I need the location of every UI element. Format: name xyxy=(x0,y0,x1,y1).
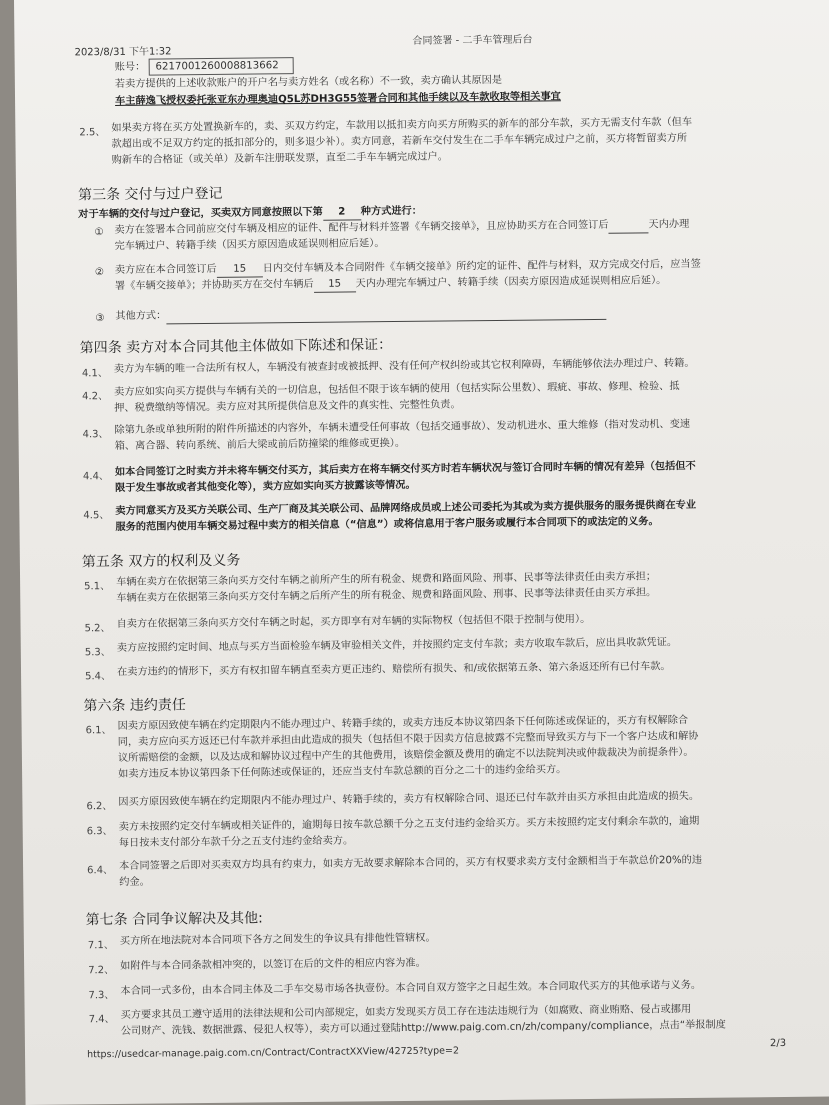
clause-6-4-l2: 约金。 xyxy=(119,876,150,888)
clause-6-3-l1: 卖方未按照约定交付车辆或相关证件的，逾期每日按车款总额千分之五支付违约金给买方。买方未按照约定支付剩余车款的，逾期 xyxy=(118,815,700,833)
section-6-title: 第六条 违约责任 xyxy=(83,697,186,715)
clause-5-4-num: 5.4、 xyxy=(85,671,112,683)
clause-5-2-num: 5.2、 xyxy=(84,623,111,635)
clause-7-3: 本合同一式多份，由本合同主体及二手车交易市场各执壹份。本合同自双方签字之日起生效。本合同取代买方的其他承诺与义务。 xyxy=(120,979,702,997)
page-number: 2/3 xyxy=(769,1037,787,1050)
option-3-num: ③ xyxy=(95,313,105,325)
option-2-l1: 卖方应在本合同签订后 15 日内交付车辆及本合同附件《车辆交接单》所约定的证件、配件与材料，双方完成交付后，应当签 xyxy=(114,258,701,276)
clause-6-3-l2: 每日按未支付部分车款千分之五支付违约金给卖方。 xyxy=(118,835,354,849)
clause-4-3-num: 4.3、 xyxy=(82,429,109,441)
clause-6-1-num: 6.1、 xyxy=(85,725,112,737)
clause-5-1-l1: 车辆在卖方在依据第三条向买方交付车辆之前所产生的所有税金、规费和路面风险、刑事、民事等法律责任由卖方承担； xyxy=(116,571,657,588)
option-3-l1: 其他方式： xyxy=(115,304,606,325)
clause-6-1-l2: 同，卖方应向买方返还已付车款并承担由此造成的损失（包括但不限于因卖方信息披露不完整而导致买方与下一个客户达成和解协 xyxy=(117,730,699,748)
page-title: 合同签署 - 二手车管理后台 xyxy=(412,34,533,47)
clause-7-1: 买方所在地法院对本合同项下各方之间发生的争议具有排他性管辖权。 xyxy=(119,932,436,947)
intro-reason: 车主薛逸飞授权委托张亚东办理奥迪Q5L苏DH3G55签署合同和其他手续以及车款收取等相关事宜 xyxy=(115,91,561,107)
option-2-l2: 署《车辆交接单》；并协助买方在交付车辆后 15 天内办理完车辆过户、转籍手续（因卖方原因造成延误则相应后延）。 xyxy=(114,275,667,292)
method-number: 2 xyxy=(323,204,361,220)
clause-4-1-num: 4.1、 xyxy=(81,368,108,380)
footer-url: https://usedcar-manage.paig.com.cn/Contract/ContractXXView/42725?type=2 xyxy=(86,1045,460,1061)
clause-5-3: 卖方应按照约定时间、地点与买方当面检验车辆及审验相关文件，并按照约定支付车款；卖方收取车款后，应出具收款凭证。 xyxy=(116,637,678,654)
option-1-l1: 卖方在签署本合同前应交付车辆及相应的证件、配件与材料并签署《车辆交接单》，且应协助买方在合同签订后 天内办理 xyxy=(114,218,690,236)
clause-5-3-num: 5.3、 xyxy=(84,647,111,659)
clause-7-2: 如附件与本合同条款相冲突的，以签订在后的文件的相应内容为准。 xyxy=(120,957,426,972)
clause-4-2-l2: 押、税费缴纳等情况。卖方应对其所提供信息及文件的真实性、完整性负责。 xyxy=(114,399,461,414)
clause-7-2-num: 7.2、 xyxy=(88,965,115,977)
clause-4-3-l1: 除第九条或单独所附的附件所描述的内容外，车辆未遭受任何事故（包括交通事故）、发动机进水、重大维修（指对发动机、变速 xyxy=(114,418,691,436)
section-3-title: 第三条 交付与过户登记 xyxy=(77,185,223,204)
clause-7-3-num: 7.3、 xyxy=(88,990,115,1002)
clause-7-4-l2: 公司财产、洗钱、数据泄露、侵犯人权等），卖方可以通过登陆http://www.paig.com.cn/zh/company/compliance，点击“举报制度 xyxy=(120,1019,726,1037)
clause-5-2: 自卖方在依据第三条向买方交付车辆之时起，买方即享有对车辆的实际物权（包括但不限于控制与使用）。 xyxy=(116,614,591,630)
clause-2-5-num: 2.5、 xyxy=(79,127,106,139)
clause-4-4-num: 4.4、 xyxy=(82,471,109,483)
clause-7-4-num: 7.4、 xyxy=(88,1014,115,1026)
option-2-days-2: 15 xyxy=(314,276,356,292)
clause-2-5-l3: 购新车的合格证（或关单）及新车注册联发票，直至二手车车辆完成过户。 xyxy=(111,151,448,166)
clause-4-4-l2: 限于发生事故或者其他变化等），卖方应如实向买方披露该等情况。 xyxy=(115,479,416,494)
intro-line-1: 若卖方提供的上述收款账户的开户名与卖方姓名（或名称）不一致，卖方确认其原因是 xyxy=(114,74,503,90)
clause-6-2: 因买方原因致使车辆在约定期限内不能办理过户、转籍手续的，卖方有权解除合同、退还已付车款并由买方承担由此造成的损失。 xyxy=(118,790,700,808)
clause-7-4-l1: 买方要求其员工遵守适用的法律法规和公司内部规定，如卖方发现买方员工存在违法违规行为（如腐败、商业贿赂、侵占或挪用 xyxy=(120,1003,692,1021)
section-5-title: 第五条 双方的权利及义务 xyxy=(81,552,241,571)
clause-4-3-l2: 箱、离合器、转向系统、前后大梁或前后防撞梁的维修或更换）。 xyxy=(114,437,406,452)
clause-4-2-num: 4.2、 xyxy=(82,391,109,403)
section-3-intro: 对于车辆的交付与过户登记，买卖双方同意按照以下第 2 种方式进行： xyxy=(78,205,422,221)
clause-6-3-num: 6.3、 xyxy=(86,826,113,838)
clause-2-5-l1: 如果卖方将在买方处置换新车的，卖、买双方约定，车款用以抵扣卖方向买方所购买的新车的部分车款，买方无需支付车款（但车 xyxy=(111,116,693,134)
clause-6-1-l1: 因卖方原因致使车辆在约定期限内不能办理过户、转籍手续的，或卖方违反本协议第四条下任何陈述或保证的，买方有权解除合 xyxy=(117,714,689,732)
account-label: 账号： xyxy=(114,61,146,73)
clause-4-5-l2: 服务的范围内使用车辆交易过程中卖方的相关信息（“信息”）或将信息用于客户服务或履行本合同项下的或法定的义务。 xyxy=(115,516,659,533)
clause-4-2-l1: 卖方应如实向买方提供与车辆有关的一切信息，包括但不限于该车辆的使用（包括实际公里数）、瑕疵、事故、修理、检验、抵 xyxy=(114,381,680,398)
clause-6-1-l3: 议所需赔偿的金额，以及达成和解协议过程中产生的其他费用，该赔偿金额及费用的确定不以法院判决或仲裁裁决为前提条件）。 xyxy=(117,746,694,764)
option-1-num: ① xyxy=(94,227,104,239)
option-1-l2: 完车辆过户、转籍手续（因买方原因造成延误则相应后延）。 xyxy=(114,238,385,252)
account-row xyxy=(115,57,294,76)
clause-5-1-l2: 车辆在卖方在依据第三条向买方交付车辆之后所产生的所有税金、规费和路面风险、刑事、民事等法律责任由买方承担。 xyxy=(116,587,657,604)
option-2-num: ② xyxy=(94,267,105,279)
clause-4-5-num: 4.5、 xyxy=(83,510,110,522)
clause-4-4-l1: 如本合同签订之时卖方并未将车辆交付买方，其后卖方在将车辆交付买方时若车辆状况与签订合同时车辆的情况有差异（包括但不 xyxy=(114,460,696,478)
clause-5-4: 在卖方违约的情形下，买方有权扣留车辆直至卖方更正违约、赔偿所有损失、和/或依据第五条、第六条返还所有已付车款。 xyxy=(116,661,671,678)
option-2-days-1: 15 xyxy=(217,261,263,277)
section-7-title: 第七条 合同争议解决及其他: xyxy=(85,910,263,929)
account-number: 6217001260008813662 xyxy=(148,57,293,76)
clause-6-4-l1: 本合同签署之后即对买卖双方均具有约束力，如卖方无故要求解除本合同的，买方有权要求卖方支付金额相当于车款总价20%的违 xyxy=(119,854,703,872)
option-1-days-blank xyxy=(608,217,648,233)
contract-page xyxy=(14,0,829,1105)
clause-6-2-num: 6.2、 xyxy=(86,801,113,813)
clause-2-5-l2: 款超出或不足双方约定的抵扣部分的，则多退少补）。卖方同意，若新车交付发生在二手车车辆完成过户之前，买方将暂留卖方所 xyxy=(111,132,688,150)
clause-5-1-num: 5.1、 xyxy=(84,581,111,593)
clause-7-1-num: 7.1、 xyxy=(87,940,114,952)
clause-4-5-l1: 卖方同意买方及买方关联公司、生产厂商及其关联公司、品牌网络成员或上述公司委托为其或为卖方提供服务的服务提供商在专业 xyxy=(115,499,697,517)
section-4-title: 第四条 卖方对本合同其他主体做如下陈述和保证： xyxy=(79,337,393,357)
clause-6-1-l4: 如卖方违反本协议第四条下任何陈述或保证的，还应当支付车款总额的百分之二十的违约金给买方。 xyxy=(118,764,567,780)
option-3-blank xyxy=(166,304,606,325)
clause-4-1: 卖方为车辆的唯一合法所有权人，车辆没有被查封或被抵押、没有任何产权纠纷或其它权利障碍，车辆能够依法办理过户、转籍。 xyxy=(113,357,695,375)
clause-6-4-num: 6.4、 xyxy=(87,865,114,877)
print-timestamp: 2023/8/31 下午1:32 xyxy=(74,46,172,59)
